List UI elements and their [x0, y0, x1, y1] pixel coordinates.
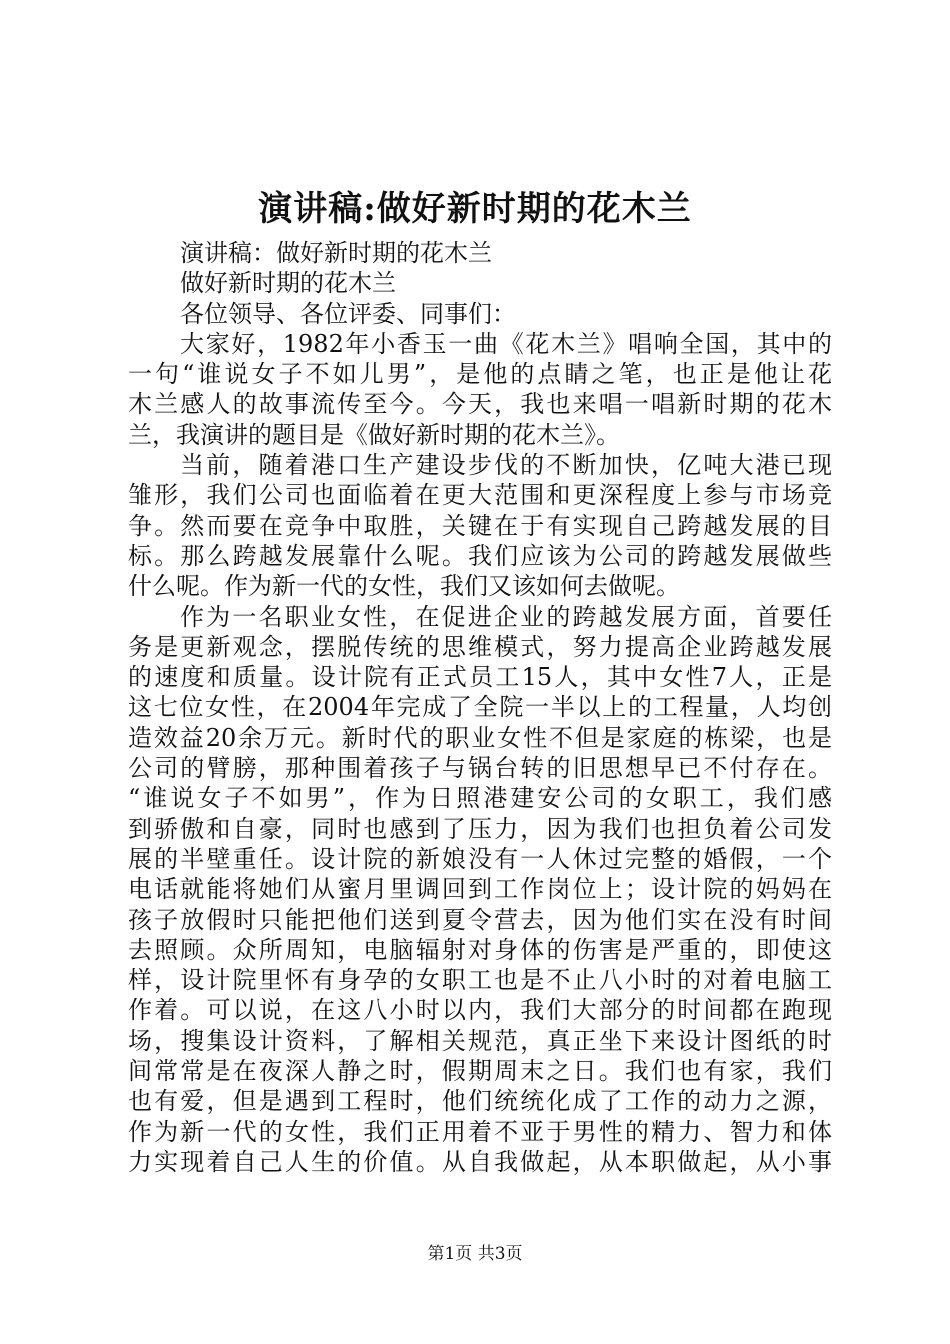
body-text-line: 雏形，我们公司也面临着在更大范围和更深程度上参与市场竞 [128, 481, 832, 510]
body-text-line: 场，搜集设计资料，了解相关规范，真正坐下来设计图纸的时 [128, 1026, 832, 1055]
body-text-line: 大家好，1982年小香玉一曲《花木兰》唱响全国，其中的 [180, 329, 832, 358]
page-footer: 第1页 共3页 [427, 1244, 523, 1264]
body-text-line: 展的半壁重任。设计院的新娘没有一人休过完整的婚假，一个 [128, 844, 832, 873]
body-text-line: 造效益20余万元。新时代的职业女性不但是家庭的栋梁，也是 [128, 723, 832, 752]
body-text-line: 一句“谁说女子不如儿男”，是他的点睛之笔，也正是他让花 [128, 360, 832, 389]
body-text-line: 当前，随着港口生产建设步伐的不断加快，亿吨大港已现 [180, 451, 832, 480]
body-text-line: 的速度和质量。设计院有正式员工15人，其中女性7人，正是 [128, 663, 832, 692]
body-text-line: 样，设计院里怀有身孕的女职工也是不止八小时的对着电脑工 [128, 966, 832, 995]
body-text-line: 去照顾。众所周知，电脑辐射对身体的伤害是严重的，即使这 [128, 935, 832, 964]
body-text-line: 什么呢。作为新一代的女性，我们又该如何去做呢。 [128, 572, 680, 601]
body-text-line: 标。那么跨越发展靠什么呢。我们应该为公司的跨越发展做些 [128, 541, 832, 570]
body-text-line: 间常常是在夜深人静之时，假期周末之日。我们也有家，我们 [128, 1057, 832, 1086]
body-text-line: 作为一名职业女性，在促进企业的跨越发展方面，首要任 [180, 602, 832, 631]
body-text-line: 作着。可以说，在这八小时以内，我们大部分的时间都在跑现 [128, 996, 832, 1025]
body-text-line: 务是更新观念，摆脱传统的思维模式，努力提高企业跨越发展 [128, 632, 832, 661]
body-text-line: 兰，我演讲的题目是《做好新时期的花木兰》。 [128, 420, 620, 449]
body-text-line: 做好新时期的花木兰 [180, 269, 396, 298]
document-title: 演讲稿:做好新时期的花木兰 [258, 189, 692, 229]
body-text-line: 也有爱，但是遇到工程时，他们统统化成了工作的动力之源， [128, 1087, 832, 1116]
body-text-line: 争。然而要在竞争中取胜，关键在于有实现自己跨越发展的目 [128, 511, 832, 540]
body-text-line: 这七位女性，在2004年完成了全院一半以上的工程量，人均创 [128, 693, 832, 722]
body-text-line: 到骄傲和自豪，同时也感到了压力，因为我们也担负着公司发 [128, 814, 832, 843]
body-text-line: 孩子放假时只能把他们送到夏令营去，因为他们实在没有时间 [128, 905, 832, 934]
document-body [128, 238, 832, 1177]
body-text-line: 力实现着自己人生的价值。从自我做起，从本职做起，从小事 [128, 1147, 832, 1176]
body-text-line: 木兰感人的故事流传至今。今天，我也来唱一唱新时期的花木 [128, 390, 832, 419]
body-text-line: 演讲稿：做好新时期的花木兰 [180, 239, 492, 267]
body-text-line: 作为新一代的女性，我们正用着不亚于男性的精力、智力和体 [128, 1117, 832, 1146]
body-text-line: 公司的臂膀，那种围着孩子与锅台转的旧思想早已不付存在。 [128, 754, 832, 783]
body-text-line: “谁说女子不如男”，作为日照港建安公司的女职工，我们感 [128, 784, 832, 813]
body-text-line: 电话就能将她们从蜜月里调回到工作岗位上；设计院的妈妈在 [128, 875, 832, 904]
body-text-line: 各位领导、各位评委、同事们： [180, 299, 516, 328]
